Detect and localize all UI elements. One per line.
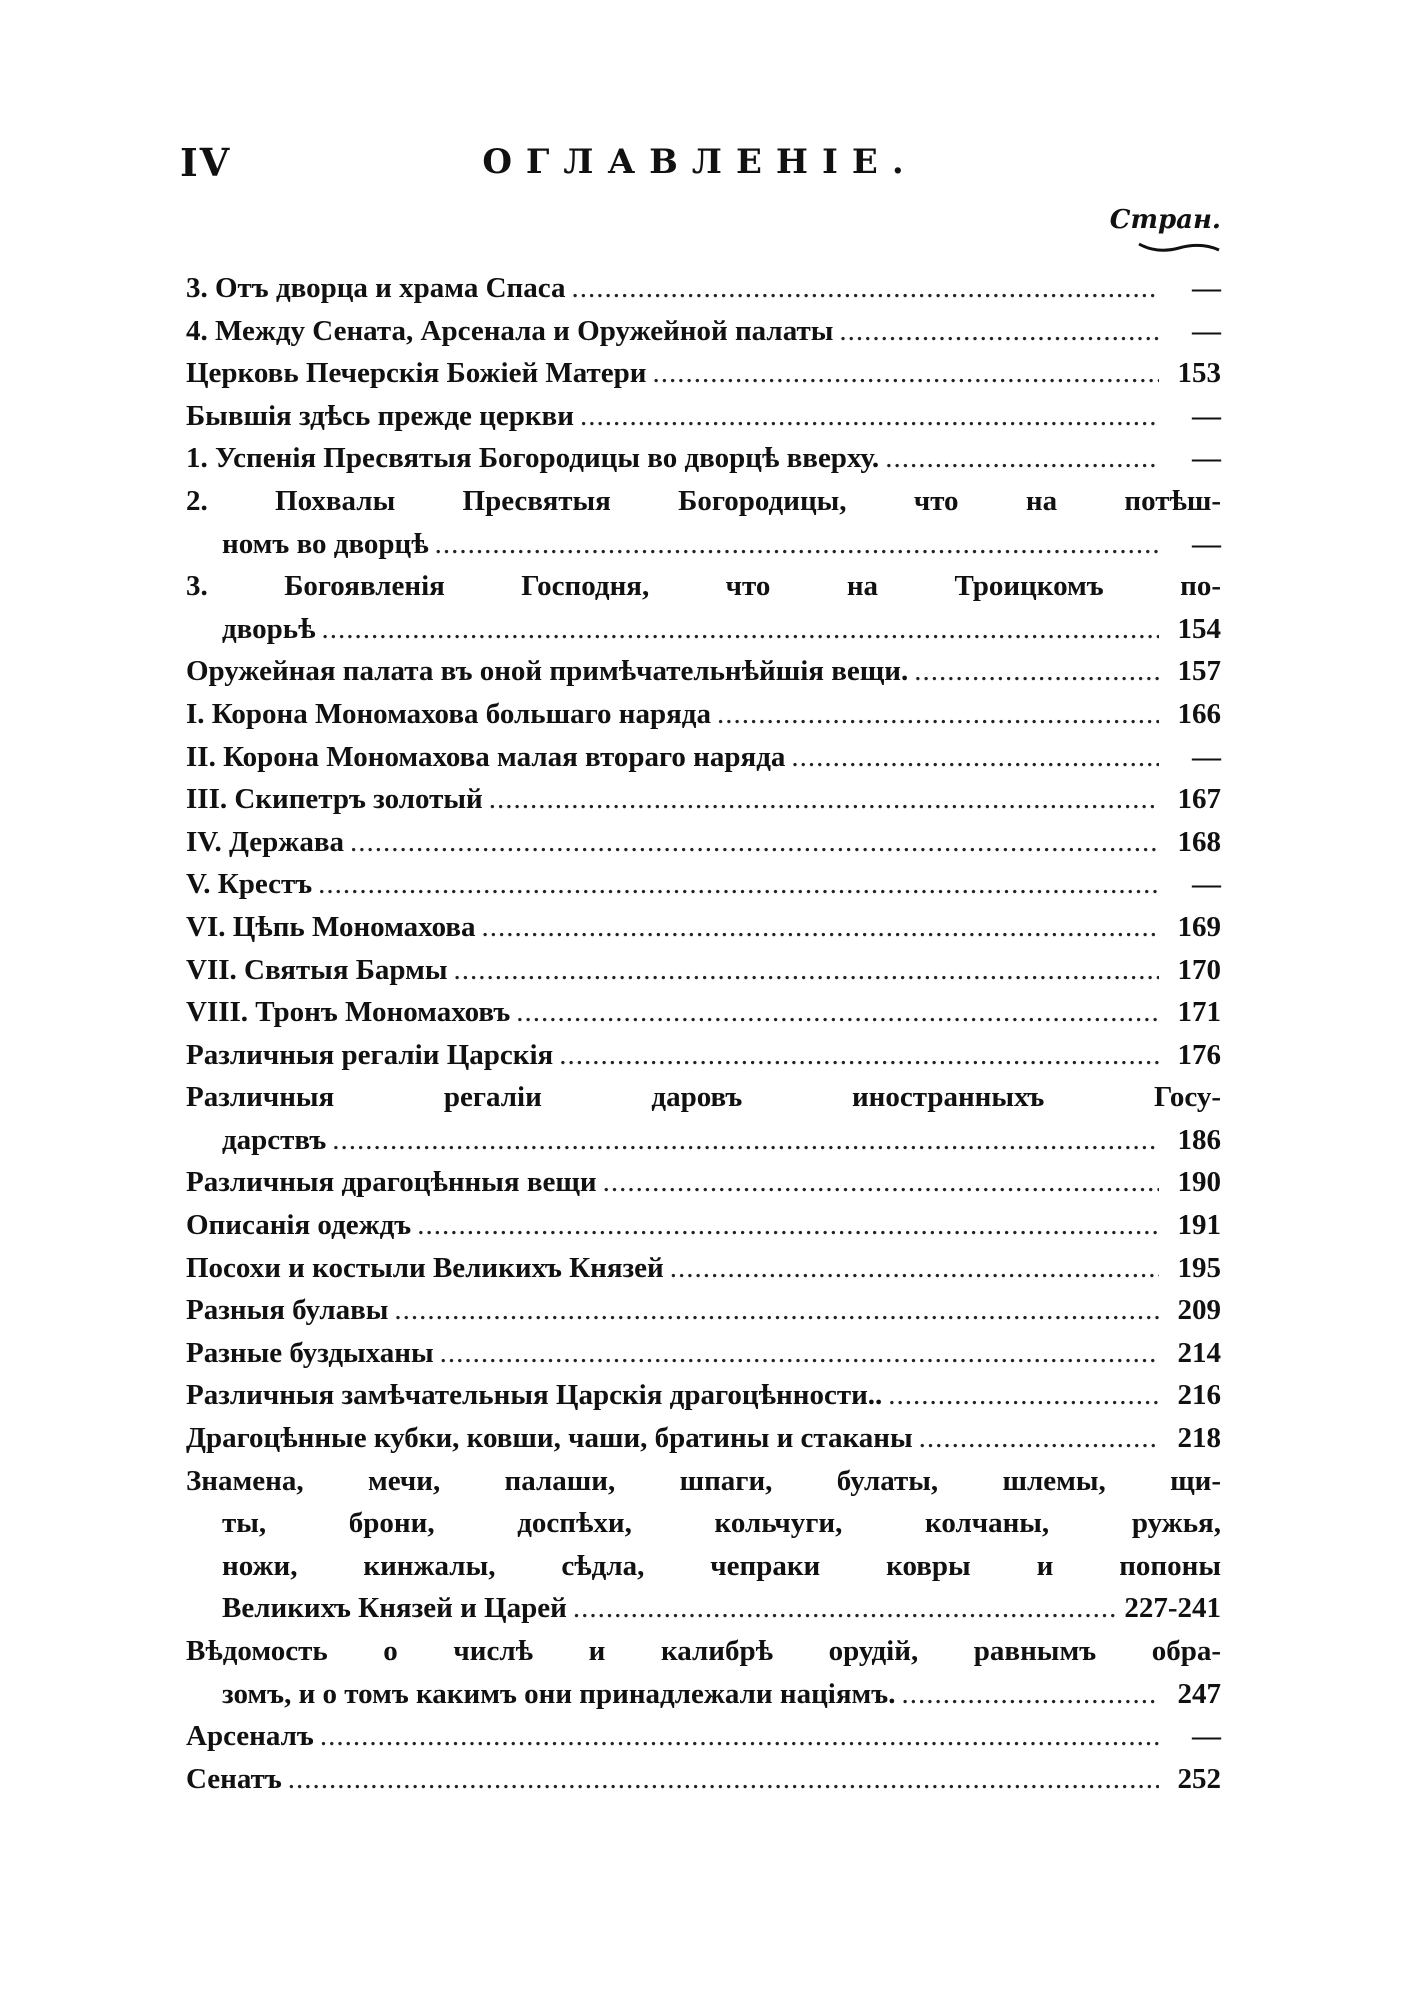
toc-entry-title: Сенатъ [186, 1762, 282, 1795]
toc-entry-page: — [1192, 527, 1221, 560]
table-of-contents [186, 272, 1221, 1805]
dot-leader [653, 357, 1160, 390]
toc-entry-page: 157 [1177, 655, 1221, 688]
toc-entry-page: 167 [1177, 783, 1221, 816]
toc-entry-title: Арсеналъ [186, 1720, 314, 1753]
toc-entry-title: зомъ, и о томъ какимъ они принадлежали націямъ. [222, 1677, 896, 1710]
dot-leader [288, 1763, 1159, 1796]
toc-entry [186, 954, 1221, 997]
page-title: ОГЛАВЛЕНІЕ. [482, 142, 918, 182]
dot-leader [901, 1678, 1159, 1711]
toc-entry-title: I. Корона Мономахова большаго наряда [186, 697, 711, 730]
toc-entry-page: 209 [1177, 1294, 1221, 1327]
toc-entry [186, 655, 1221, 698]
toc-entry-page: 247 [1177, 1677, 1221, 1710]
toc-entry-title: Различныя драгоцѣнныя вещи [186, 1166, 597, 1199]
toc-entry-page: — [1192, 314, 1221, 347]
toc-entry-page: 227-241 [1124, 1592, 1221, 1625]
toc-entry-title: ножи, кинжалы, сѣдла, чепраки ковры и попоны [222, 1549, 1221, 1582]
toc-entry-page: 168 [1177, 825, 1221, 858]
toc-entry-title: дарствъ [222, 1123, 327, 1156]
toc-entry-title: VII. Святыя Бармы [186, 953, 448, 986]
toc-entry [186, 1763, 1221, 1806]
toc-entry-title: Драгоцѣнные кубки, ковши, чаши, братины и стаканы [186, 1422, 913, 1455]
toc-entry [186, 485, 1221, 528]
toc-entry [186, 826, 1221, 869]
toc-entry-title: VIII. Тронъ Мономаховъ [186, 996, 511, 1029]
toc-entry-title: Описанія одеждъ [186, 1209, 412, 1242]
toc-entry-page: 216 [1177, 1379, 1221, 1412]
toc-entry-page: 252 [1177, 1762, 1221, 1795]
dot-leader [839, 315, 1159, 348]
toc-entry [186, 1252, 1221, 1295]
toc-entry-title: 3. Богоявленія Господня, что на Троицкомъ по- [186, 570, 1221, 603]
dot-leader [322, 613, 1160, 646]
toc-entry-page: — [1192, 868, 1221, 901]
toc-entry-page: 171 [1177, 996, 1221, 1029]
toc-entry [186, 1379, 1221, 1422]
toc-entry-page: — [1192, 740, 1221, 773]
toc-entry [186, 315, 1221, 358]
flourish-ornament-icon [1137, 240, 1221, 254]
dot-leader [573, 1592, 1119, 1625]
toc-entry-page: 186 [1177, 1123, 1221, 1156]
toc-entry [186, 911, 1221, 954]
dot-leader [332, 1124, 1159, 1157]
dot-leader [482, 911, 1159, 944]
toc-entry [186, 868, 1221, 911]
dot-leader [717, 698, 1159, 731]
toc-entry [186, 1337, 1221, 1380]
toc-entry-page: — [1192, 272, 1221, 304]
toc-entry-page: 153 [1177, 357, 1221, 390]
toc-entry-title: III. Скипетръ золотый [186, 783, 483, 816]
toc-entry-title: дворьѣ [222, 612, 316, 645]
dot-leader [417, 1209, 1159, 1242]
toc-entry-title: номъ во дворцѣ [222, 527, 429, 560]
dot-leader [318, 868, 1159, 901]
toc-entry-page: 176 [1177, 1038, 1221, 1071]
toc-entry-page: 169 [1177, 910, 1221, 943]
toc-entry-title: Знамена, мечи, палаши, шпаги, булаты, шлемы, щи- [186, 1464, 1221, 1497]
toc-entry [186, 272, 1221, 315]
toc-entry [186, 1550, 1221, 1593]
toc-entry [186, 1039, 1221, 1082]
dot-leader [914, 655, 1159, 688]
toc-entry-title: Оружейная палата въ оной примѣчательнѣйшія вещи. [186, 655, 909, 688]
toc-entry-title: Церковь Печерскія Божіей Матери [186, 357, 647, 390]
toc-entry [186, 698, 1221, 741]
toc-entry-title: Посохи и костыли Великихъ Князей [186, 1251, 664, 1284]
toc-entry [186, 357, 1221, 400]
toc-entry [186, 613, 1221, 656]
dot-leader [603, 1166, 1159, 1199]
dot-leader [435, 528, 1159, 561]
toc-entry [186, 783, 1221, 826]
dot-leader [580, 400, 1159, 433]
page-column-label: Стран. [1109, 205, 1221, 235]
toc-entry [186, 1124, 1221, 1167]
toc-entry [186, 1081, 1221, 1124]
toc-entry-page: — [1192, 442, 1221, 475]
page-number: IV [180, 140, 232, 185]
toc-entry [186, 1422, 1221, 1465]
dot-leader [885, 442, 1159, 475]
dot-leader [670, 1252, 1159, 1285]
toc-entry-title: VI. Цѣпь Мономахова [186, 910, 476, 943]
toc-entry-page: 166 [1177, 697, 1221, 730]
dot-leader [571, 272, 1159, 305]
toc-entry [186, 1465, 1221, 1508]
toc-entry-title: Различныя регаліи Царскія [186, 1038, 554, 1071]
dot-leader [320, 1720, 1159, 1753]
toc-entry [186, 1507, 1221, 1550]
dot-leader [489, 783, 1159, 816]
dot-leader [791, 741, 1159, 774]
dot-leader [559, 1039, 1159, 1072]
toc-entry-page: 170 [1177, 953, 1221, 986]
toc-entry [186, 1209, 1221, 1252]
toc-entry [186, 442, 1221, 485]
toc-entry [186, 996, 1221, 1039]
toc-entry-title: Вѣдомость о числѣ и калибрѣ орудій, равнымъ обра- [186, 1635, 1221, 1667]
dot-leader [350, 826, 1159, 859]
toc-entry [186, 1166, 1221, 1209]
toc-entry-title: 2. Похвалы Пресвятыя Богородицы, что на потѣш- [186, 484, 1221, 517]
toc-entry-title: ты, брони, доспѣхи, кольчуги, колчаны, ружья, [222, 1507, 1221, 1540]
toc-entry-page: 190 [1177, 1166, 1221, 1199]
toc-entry-title: 1. Успенія Пресвятыя Богородицы во дворцѣ вверху. [186, 442, 880, 475]
toc-entry-title: Великихъ Князей и Царей [222, 1592, 567, 1625]
toc-entry [186, 1294, 1221, 1337]
toc-entry [186, 1720, 1221, 1763]
dot-leader [394, 1294, 1159, 1327]
toc-entry-page: 214 [1177, 1336, 1221, 1369]
dot-leader [454, 954, 1159, 987]
dot-leader [516, 996, 1159, 1029]
toc-entry-title: 4. Между Сената, Арсенала и Оружейной палаты [186, 314, 834, 347]
toc-entry-title: IV. Держава [186, 825, 344, 858]
toc-entry-title: V. Крестъ [186, 868, 313, 901]
toc-entry-page: — [1192, 1720, 1221, 1753]
toc-entry [186, 1592, 1221, 1635]
toc-entry [186, 1678, 1221, 1721]
toc-entry-page: 191 [1177, 1209, 1221, 1242]
toc-entry [186, 1635, 1221, 1678]
toc-entry-page: 195 [1177, 1251, 1221, 1284]
toc-entry-title: Бывшія здѣсь прежде церкви [186, 399, 574, 432]
toc-entry [186, 741, 1221, 784]
dot-leader [440, 1337, 1159, 1370]
toc-entry-page: 218 [1177, 1422, 1221, 1455]
dot-leader [888, 1379, 1159, 1412]
page-header [180, 140, 1220, 190]
toc-entry [186, 528, 1221, 571]
toc-entry-title: Различныя регаліи даровъ иностранныхъ Госу- [186, 1081, 1221, 1114]
toc-entry-title: 3. Отъ дворца и храма Спаса [186, 272, 566, 304]
toc-entry-title: Разные буздыханы [186, 1336, 434, 1369]
dot-leader [919, 1422, 1159, 1455]
toc-entry-title: Разныя булавы [186, 1294, 389, 1327]
toc-entry-title: Различныя замѣчательныя Царскія драгоцѣнности.. [186, 1379, 883, 1412]
toc-entry-title: II. Корона Мономахова малая втораго наряда [186, 740, 786, 773]
toc-entry-page: 154 [1177, 612, 1221, 645]
toc-entry [186, 570, 1221, 613]
toc-entry-page: — [1192, 399, 1221, 432]
toc-entry [186, 400, 1221, 443]
